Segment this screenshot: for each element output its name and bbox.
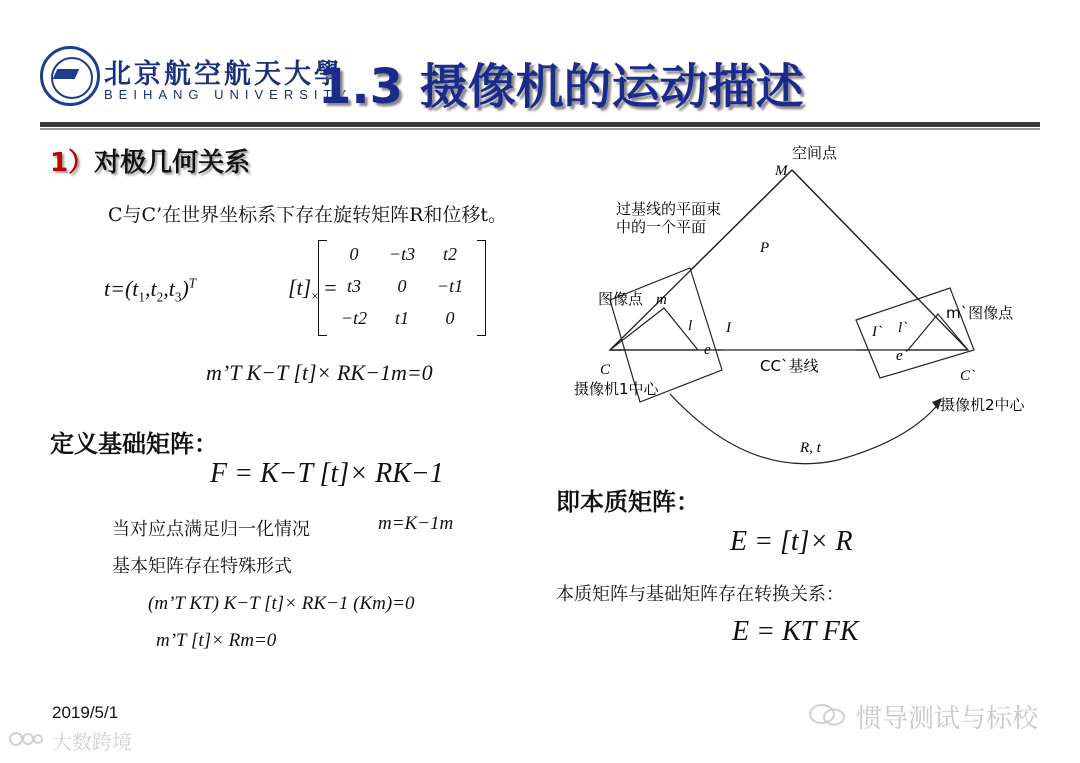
matrix-cell: −t3 [388,244,416,264]
header-divider [40,122,1040,127]
matrix-cell: −t1 [436,276,464,296]
matrix-cell: −t2 [340,308,368,328]
relation-equation: E = KT FK [732,616,859,647]
fundamental-heading: 定义基础矩阵： [50,430,218,458]
special-form-note: 基本矩阵存在特殊形式 [112,556,292,577]
camera-c2-label: C` [960,368,975,384]
special-form-equation: (m’T KT) K−T [t]× RK−1 (Km)=0 [148,593,415,614]
line-I2-label: I` [872,324,882,340]
relation-text: 本质矩阵与基础矩阵存在转换关系： [556,584,844,605]
plane-label-1: 过基线的平面束 [616,200,722,218]
epipole-e2-label: e` [896,348,908,364]
line-l-label: l [688,318,693,334]
image-point-right-label: m`图像点 [946,304,1014,322]
cross-matrix-label: $[t]_\times$ = [288,275,337,304]
university-name-cn: 北京航空航天大學 [104,59,344,90]
matrix-cell: t2 [442,244,457,264]
slide-title: 1.3 摄像机的运动描述 [318,59,804,115]
normalized-note: 当对应点满足归一化情况 [112,519,310,540]
matrix-cell: 0 [397,276,407,296]
plane-p-label: P [760,240,770,256]
image-point-left-label: 图像点 [598,290,644,308]
plane-label-2: 中的一个平面 [616,218,707,236]
baseline-label: CC`基线 [760,357,819,375]
section-heading [50,142,250,179]
epipolar-geometry-diagram [570,140,1050,470]
camera1-center-label: 摄像机1中心 [574,380,659,398]
university-logo [40,46,100,106]
camera2-center-label: 摄像机2中心 [940,396,1025,414]
normalized-equation: m=K−1m [378,513,454,534]
essential-heading: 即本质矩阵： [556,488,700,516]
watermark-text: 惯导测试与标校 [856,704,1039,734]
point-m-small-label: m [656,292,667,308]
section-label: 对极几何关系 [94,148,251,178]
epipole-e-label: e [704,342,711,358]
intro-text: C与C’在世界坐标系下存在旋转矩阵R和位移t。 [108,204,508,226]
university-name-en: BEIHANG UNIVERSITY [104,87,353,102]
t-vector-equation [104,276,196,306]
matrix-cell: 0 [445,308,455,328]
cross-product-matrix [318,240,486,336]
brand-icon [8,731,48,747]
matrix-cell: t3 [346,276,361,296]
point-m-label: M [775,163,788,179]
watermark-secondary: 大数跨境 [52,730,132,754]
matrix-cell: 0 [349,244,359,264]
essential-equation: E = [t]× R [730,526,853,557]
wechat-icon [808,704,848,726]
space-point-label: 空间点 [792,144,838,162]
line-I-label: I [726,320,731,336]
t-vector: $t=(t_1,t_2,t_3)^T$ [104,276,197,305]
rotation-translation-label: R, t [800,440,821,456]
fundamental-equation: F = K−T [t]× RK−1 [210,458,444,489]
header-divider-thin [40,128,1040,130]
camera-c-label: C [600,362,611,378]
matrix-cell: t1 [394,308,409,328]
section-number: 1） [50,148,95,178]
slide-date: 2019/5/1 [52,703,119,722]
epipolar-constraint-equation: m’T K−T [t]× RK−1m=0 [206,360,433,385]
line-l2-label: l` [898,320,908,336]
reduced-equation: m’T [t]× Rm=0 [156,630,277,651]
